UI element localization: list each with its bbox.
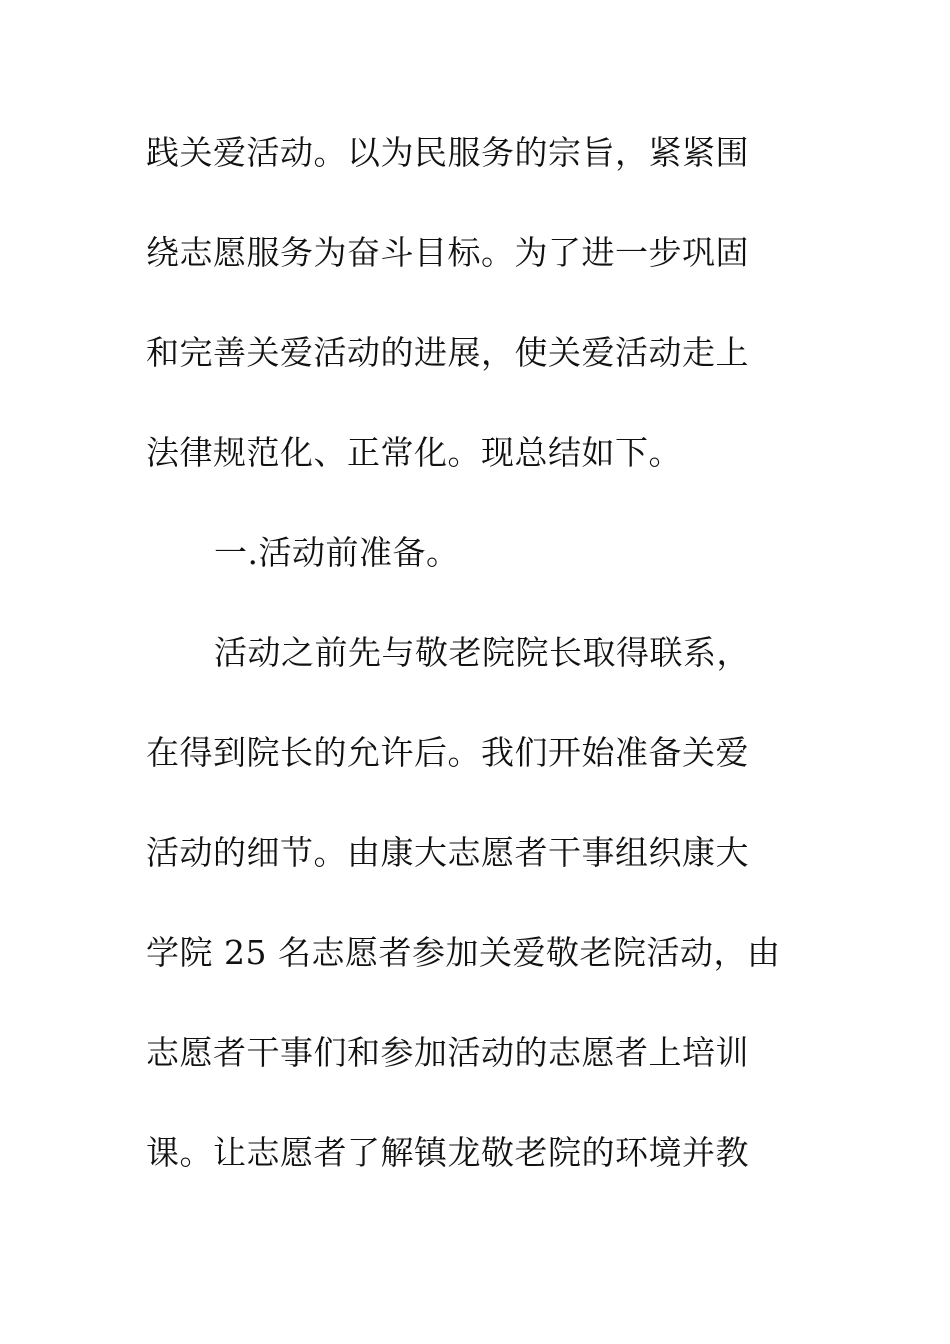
paragraph-line-10: 志愿者干事们和参加活动的志愿者上培训: [146, 1033, 749, 1072]
paragraph-line-7: 在得到院长的允许后。我们开始准备关爱: [146, 733, 749, 772]
paragraph-line-2: 绕志愿服务为奋斗目标。为了进一步巩固: [146, 233, 749, 272]
paragraph-line-1: 践关爱活动。以为民服务的宗旨，紧紧围: [146, 133, 749, 172]
paragraph-line-6: 活动之前先与敬老院院长取得联系，: [214, 633, 750, 672]
section-heading: 一.活动前准备。: [214, 533, 460, 572]
paragraph-line-11: 课。让志愿者了解镇龙敬老院的环境并教: [146, 1133, 749, 1172]
paragraph-line-9: 学院 25 名志愿者参加关爱敬老院活动，由: [146, 933, 781, 972]
paragraph-line-4: 法律规范化、正常化。现总结如下。: [146, 433, 682, 472]
paragraph-line-3: 和完善关爱活动的进展，使关爱活动走上: [146, 333, 749, 372]
paragraph-line-8: 活动的细节。由康大志愿者干事组织康大: [146, 833, 749, 872]
